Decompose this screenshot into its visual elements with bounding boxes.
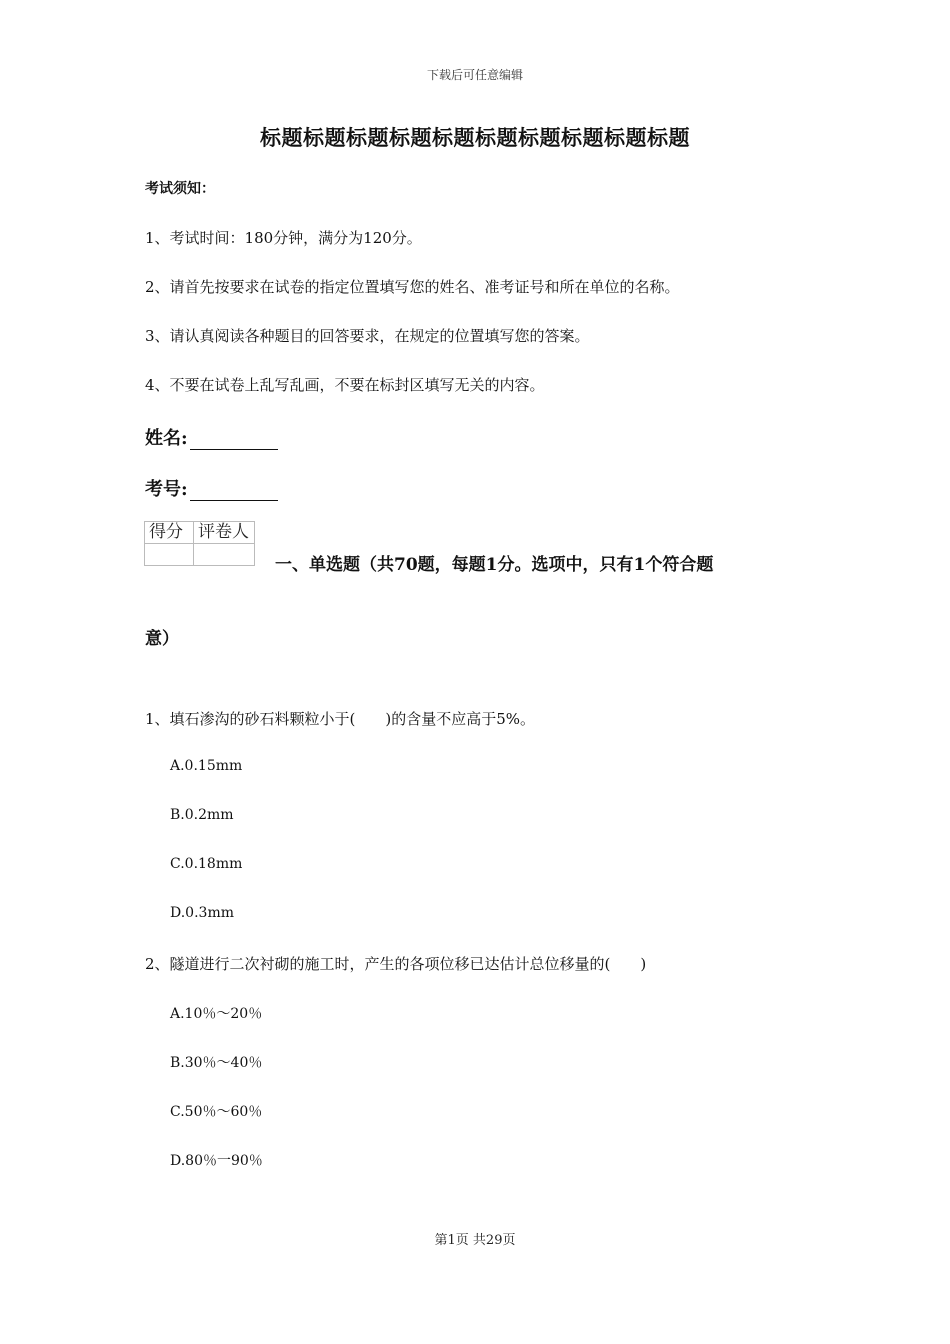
- score-header-cell: 得分: [145, 522, 194, 544]
- name-blank-line[interactable]: [190, 433, 278, 450]
- grader-header-cell: 评卷人: [194, 522, 255, 544]
- question-1-option-a: A.0.15mm: [170, 758, 243, 774]
- question-2: 2、隧道进行二次衬砌的施工时，产生的各项位移已达估计总位移量的( ): [145, 955, 647, 973]
- notice-item: 2、请首先按要求在试卷的指定位置填写您的姓名、准考证号和所在单位的名称。: [145, 278, 680, 296]
- question-1: 1、填石渗沟的砂石料颗粒小于( )的含量不应高于5%。: [145, 710, 536, 728]
- name-field: [145, 424, 278, 450]
- question-2-option-a: A.10％～20％: [170, 1006, 263, 1022]
- notice-heading: 考试须知：: [145, 181, 215, 197]
- section-title: 一、单选题（共70题，每题1分。选项中，只有1个符合题: [275, 555, 714, 575]
- notice-item: 4、不要在试卷上乱写乱画，不要在标封区填写无关的内容。: [145, 376, 545, 394]
- score-table-empty-row: [145, 544, 255, 566]
- question-1-option-d: D.0.3mm: [170, 905, 234, 921]
- section-title-continuation: 意）: [145, 629, 179, 649]
- exam-number-label: 考号:: [145, 479, 188, 500]
- notice-item: 3、请认真阅读各种题目的回答要求，在规定的位置填写您的答案。: [145, 327, 590, 345]
- score-table-header-row: [145, 522, 255, 544]
- document-title: 标题标题标题标题标题标题标题标题标题标题: [260, 125, 690, 150]
- score-empty-cell[interactable]: [145, 544, 194, 566]
- page-footer: 第1页 共29页: [434, 1233, 516, 1248]
- question-1-option-c: C.0.18mm: [170, 856, 243, 872]
- question-1-option-b: B.0.2mm: [170, 807, 234, 823]
- notice-item: 1、考试时间：180分钟，满分为120分。: [145, 229, 422, 247]
- question-2-option-b: B.30％～40％: [170, 1055, 263, 1071]
- name-label: 姓名:: [145, 428, 188, 449]
- grader-empty-cell[interactable]: [194, 544, 255, 566]
- score-table: [144, 521, 255, 566]
- exam-number-field: [145, 475, 278, 501]
- header-note: 下载后可任意编辑: [426, 68, 523, 82]
- question-2-option-d: D.80％一90％: [170, 1153, 263, 1169]
- exam-number-blank-line[interactable]: [190, 484, 278, 501]
- question-2-option-c: C.50％～60％: [170, 1104, 263, 1120]
